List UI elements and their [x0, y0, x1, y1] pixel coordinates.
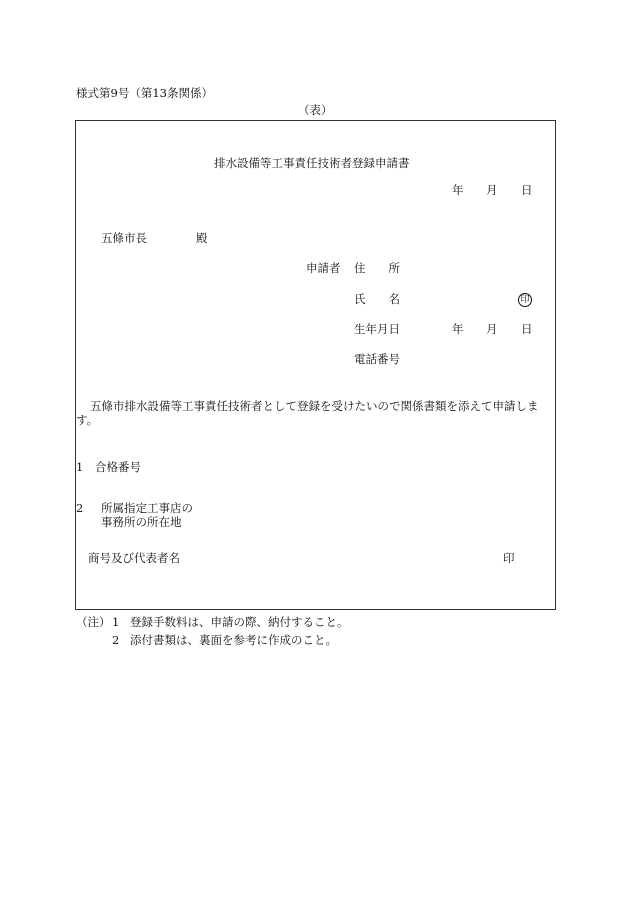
applicant-label: 申請者 [306, 261, 341, 275]
form-title: 排水設備等工事責任技術者登録申請書 [214, 156, 410, 170]
address-label: 住 所 [354, 261, 400, 275]
date-day: 日 [521, 183, 533, 197]
name-seal-mark: 印 [518, 293, 532, 307]
representative-label: 商号及び代表者名 [88, 551, 180, 565]
phone-label: 電話番号 [354, 352, 400, 366]
note-1-text: 登録手数料は、申請の際、納付すること。 [130, 615, 349, 629]
representative-seal: 印 [503, 551, 515, 565]
note-2-text: 添付書類は、裏面を参考に作成のこと。 [130, 633, 337, 647]
birth-day: 日 [521, 322, 533, 336]
birth-year: 年 [452, 322, 464, 336]
date-year: 年 [452, 183, 464, 197]
item-1-number: 1 [76, 460, 84, 474]
name-label: 氏 名 [354, 292, 400, 306]
birthdate-label: 生年月日 [354, 322, 400, 336]
item-1-label: 合格番号 [95, 460, 141, 474]
note-2-number: 2 [112, 633, 120, 647]
date-month: 月 [486, 183, 498, 197]
item-2-label-line1: 所属指定工事店の [101, 501, 193, 515]
addressee-name: 五條市長 [101, 231, 147, 245]
item-2-number: 2 [76, 501, 84, 515]
form-number: 様式第9号（第13条関係） [76, 86, 213, 100]
addressee-honorific: 殿 [196, 231, 208, 245]
notes-prefix: （注） [76, 615, 111, 629]
note-1-number: 1 [112, 615, 120, 629]
name-seal-icon [518, 291, 532, 307]
birth-month: 月 [486, 322, 498, 336]
body-text-line1: 五條市排水設備等工事責任技術者として登録を受けたいので関係書類を添えて申請しま [90, 399, 539, 413]
item-2-label-line2: 事務所の所在地 [101, 515, 182, 529]
side-label: （表） [298, 103, 333, 117]
body-text-line2: す。 [76, 413, 99, 427]
form-frame [75, 120, 556, 610]
